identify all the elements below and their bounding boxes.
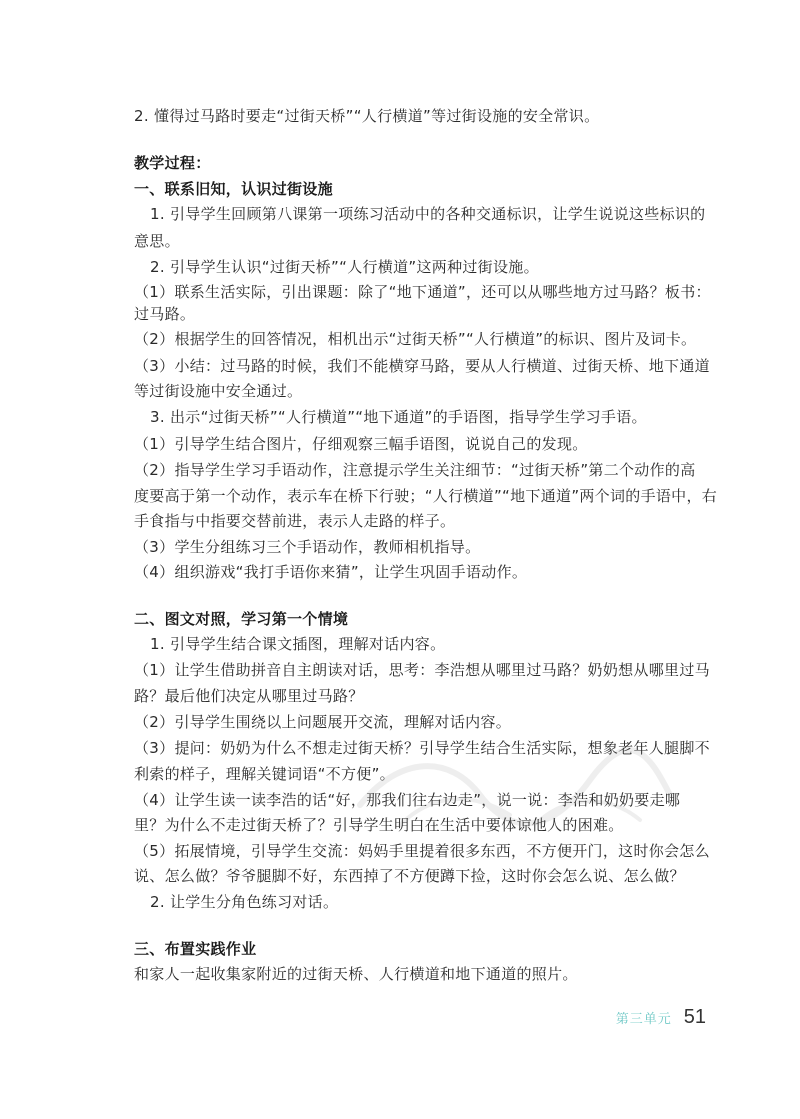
footer-unit-label: 第三单元 [615, 1012, 672, 1027]
paragraph-line: （5）拓展情境，引导学生交流：妈妈手里提着很多东西，不方便开门，这时你会怎么 [134, 842, 710, 860]
paragraph-line: 利索的样子，理解关键词语“不方便”。 [134, 765, 395, 783]
paragraph-line: （4）让学生读一读李浩的话“好，那我们往右边走”，说一说：李浩和奶奶要走哪 [134, 791, 681, 809]
paragraph-line: （4）组织游戏“我打手语你来猜”，让学生巩固手语动作。 [134, 563, 528, 581]
page-number: 51 [683, 1006, 706, 1028]
paragraph-line: 2. 让学生分角色练习对话。 [150, 893, 339, 911]
section-1-heading: 一、联系旧知，认识过街设施 [134, 180, 333, 198]
paragraph-line: （2）根据学生的回答情况，相机出示“过街天桥”“人行横道”的标识、图片及词卡。 [134, 330, 697, 348]
paragraph-line: 3. 出示“过街天桥”“人行横道”“地下通道”的手语图，指导学生学习手语。 [150, 408, 647, 426]
paragraph-line: 2. 引导学生认识“过街天桥”“人行横道”这两种过街设施。 [150, 258, 539, 276]
paragraph-line: 1. 引导学生结合课文插图，理解对话内容。 [150, 635, 446, 653]
paragraph-line: （1）联系生活实际，引出课题：除了“地下通道”，还可以从哪些地方过马路？板书： [134, 283, 711, 301]
paragraph-line: 度要高于第一个动作，表示车在桥下行驶；“人行横道”“地下通道”两个词的手语中，右 [134, 487, 718, 505]
paragraph-line: 等过街设施中安全通过。 [134, 382, 303, 400]
paragraph-line: （3）小结：过马路的时候，我们不能横穿马路，要从人行横道、过街天桥、地下通道 [134, 357, 710, 375]
paragraph-line: （2）引导学生围绕以上问题展开交流，理解对话内容。 [134, 713, 512, 731]
paragraph-line: （3）提问：奶奶为什么不想走过街天桥？引导学生结合生活实际，想象老年人腿脚不 [134, 739, 710, 757]
watermark-brush-stroke [340, 735, 680, 845]
paragraph-line: （2）指导学生学习手语动作，注意提示学生关注细节：“过街天桥”第二个动作的高 [134, 461, 696, 479]
paragraph-line: 里？为什么不走过街天桥了？引导学生明白在生活中要体谅他人的困难。 [134, 816, 624, 834]
paragraph-line: （1）让学生借助拼音自主朗读对话，思考：李浩想从哪里过马路？奶奶想从哪里过马 [134, 661, 710, 679]
paragraph-line: 意思。 [134, 232, 180, 250]
paragraph-line: 路？最后他们决定从哪里过马路？ [134, 687, 364, 705]
paragraph-line: 手食指与中指要交替前进，表示人走路的样子。 [134, 512, 456, 530]
paragraph-line: 1. 引导学生回顾第八课第一项练习活动中的各种交通标识，让学生说说这些标识的 [150, 205, 706, 223]
section-3-heading: 三、布置实践作业 [134, 940, 257, 958]
paragraph-line: （3）学生分组练习三个手语动作，教师相机指导。 [134, 538, 481, 556]
process-title: 教学过程： [134, 154, 211, 172]
paragraph-line: （1）引导学生结合图片，仔细观察三幅手语图，说说自己的发现。 [134, 435, 588, 453]
page-footer [616, 1006, 706, 1029]
objective-item-2: 2. 懂得过马路时要走“过街天桥”“人行横道”等过街设施的安全常识。 [134, 107, 600, 125]
paragraph-line: 说、怎么做？爷爷腿脚不好，东西掉了不方便蹲下捡，这时你会怎么说、怎么做？ [134, 867, 685, 885]
paragraph-line: 和家人一起收集家附近的过街天桥、人行横道和地下通道的照片。 [134, 965, 578, 983]
section-2-heading: 二、图文对照，学习第一个情境 [134, 610, 349, 628]
paragraph-line: 过马路。 [134, 305, 196, 323]
